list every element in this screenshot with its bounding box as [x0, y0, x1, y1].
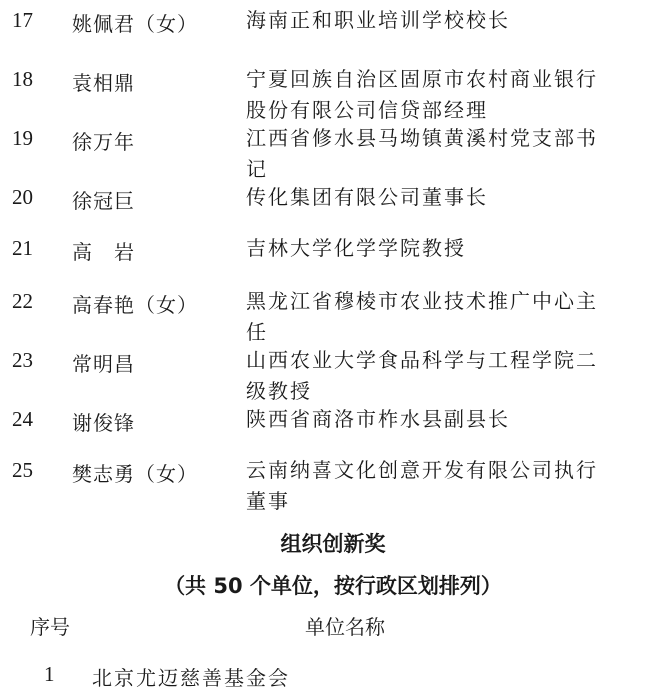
person-name: 高春艳（女）: [72, 293, 198, 317]
entry-number: 22: [12, 289, 33, 313]
org-number: 1: [44, 662, 55, 686]
column-header-number: 序号: [30, 615, 70, 639]
person-name: 徐冠巨: [72, 189, 135, 213]
entry-number: 23: [12, 348, 33, 372]
person-name: 谢俊锋: [72, 411, 135, 435]
person-unit: 黑龙江省穆棱市农业技术推广中心主 任: [246, 289, 598, 344]
entry-number: 19: [12, 126, 33, 150]
entry-number: 25: [12, 458, 33, 482]
column-header-unit-name: 单位名称: [305, 615, 385, 639]
person-unit: 海南正和职业培训学校校长: [246, 8, 510, 32]
person-unit: 宁夏回族自治区固原市农村商业银行 股份有限公司信贷部经理: [246, 67, 598, 122]
person-unit: 云南纳喜文化创意开发有限公司执行 董事: [246, 458, 598, 513]
person-name: 樊志勇（女）: [72, 462, 198, 486]
person-unit: 山西农业大学食品科学与工程学院二 级教授: [246, 348, 598, 403]
org-name: 北京尤迈慈善基金会: [92, 666, 290, 690]
entry-number: 18: [12, 67, 33, 91]
entry-number: 17: [12, 8, 33, 32]
entry-number: 21: [12, 236, 33, 260]
person-unit: 吉林大学化学学院教授: [246, 236, 466, 260]
person-unit: 传化集团有限公司董事长: [246, 185, 488, 209]
person-name: 常明昌: [72, 352, 135, 376]
person-name: 徐万年: [72, 130, 135, 154]
person-unit: 江西省修水县马坳镇黄溪村党支部书 记: [246, 126, 598, 181]
person-name: 高 岩: [72, 240, 135, 264]
entry-number: 24: [12, 407, 33, 431]
person-name: 袁相鼎: [72, 71, 135, 95]
person-unit: 陕西省商洛市柞水县副县长: [246, 407, 510, 431]
person-name: 姚佩君（女）: [72, 12, 198, 36]
section-subtitle: （共 50 个单位，按行政区划排列）: [164, 574, 502, 598]
entry-number: 20: [12, 185, 33, 209]
section-title: 组织创新奖: [280, 532, 386, 556]
